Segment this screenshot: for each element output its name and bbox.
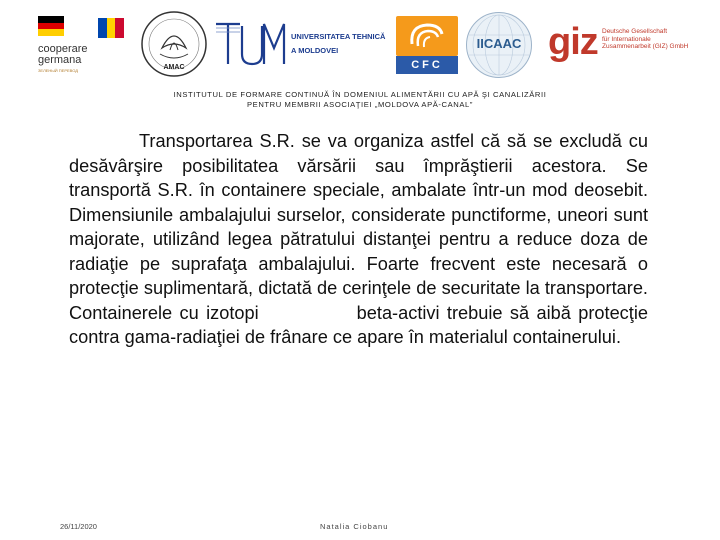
footer-author: Natalia Ciobanu: [320, 522, 389, 531]
giz-full-name: Deutsche Gesellschaft für Internationale Zusammenarbeit (GIZ) GmbH: [602, 28, 689, 51]
body-text-part2: beta-activi trebuie să aibă protecţie contra gama-radiaţiei de frânare ce apare în materialul containerului.: [69, 302, 648, 347]
utm-name-line1: UNIVERSITATEA TEHNICĂ: [291, 32, 386, 41]
body-text-part1: Transportarea S.R. se va organiza astfel că să se excludă cu desăvârşire posibilitatea vărsării sau împrăştierii acestora. Se transportă S.R. în containere speciale, ambalate într-un mod deosebit. Dimensiunile ambalajului surselor, considerate punctiforme, uneori sunt majorate, utilizând legea pătratului distanţei pentru a reduce doza de radiaţie pe suprafaţa ambalajului. Foarte frecvent este necesară o protecţie suplimentară, dictată de cerinţele de securitate la transportare. Containerele cu izotopi: [69, 131, 648, 323]
utm-mark-icon: [214, 18, 288, 70]
giz-logo: [548, 20, 720, 70]
giz-wordmark: giz: [548, 21, 598, 63]
amac-logo: [140, 10, 208, 78]
cfc-logo-text: CFC: [396, 56, 458, 74]
iicaac-logo: [466, 12, 532, 78]
cfc-logo: [396, 16, 458, 74]
cfc-mark: [396, 16, 458, 56]
amac-logo-text: AMAC: [163, 64, 185, 71]
moldova-flag-icon: [98, 18, 124, 38]
cooperare-germana-logo: [36, 16, 126, 74]
institute-line1: INSTITUTUL DE FORMARE CONTINUĂ ÎN DOMENIUL ALIMENTĂRII CU APĂ ŞI CANALIZĂRII: [173, 90, 547, 99]
institute-header: [0, 90, 720, 110]
germany-flag-icon: [38, 16, 64, 36]
body-paragraph: [69, 129, 648, 350]
cfc-wave-icon: [396, 16, 458, 56]
amac-emblem-icon: [140, 10, 208, 78]
coop-logo-text: cooperare germana: [38, 43, 88, 66]
footer-date: 26/11/2020: [60, 522, 97, 531]
utm-name-line2: A MOLDOVEI: [291, 46, 339, 55]
utm-logo: [214, 18, 384, 74]
iicaac-logo-text: IICAAC: [476, 36, 522, 51]
coop-logo-subtext: ЗЕЛЕНЫЙ ПЕРЕВОД: [38, 68, 78, 73]
logo-strip: [0, 10, 720, 80]
institute-line2: PENTRU MEMBRII ASOCIAŢIEI „MOLDOVA APĂ-CANAL”: [246, 100, 474, 109]
